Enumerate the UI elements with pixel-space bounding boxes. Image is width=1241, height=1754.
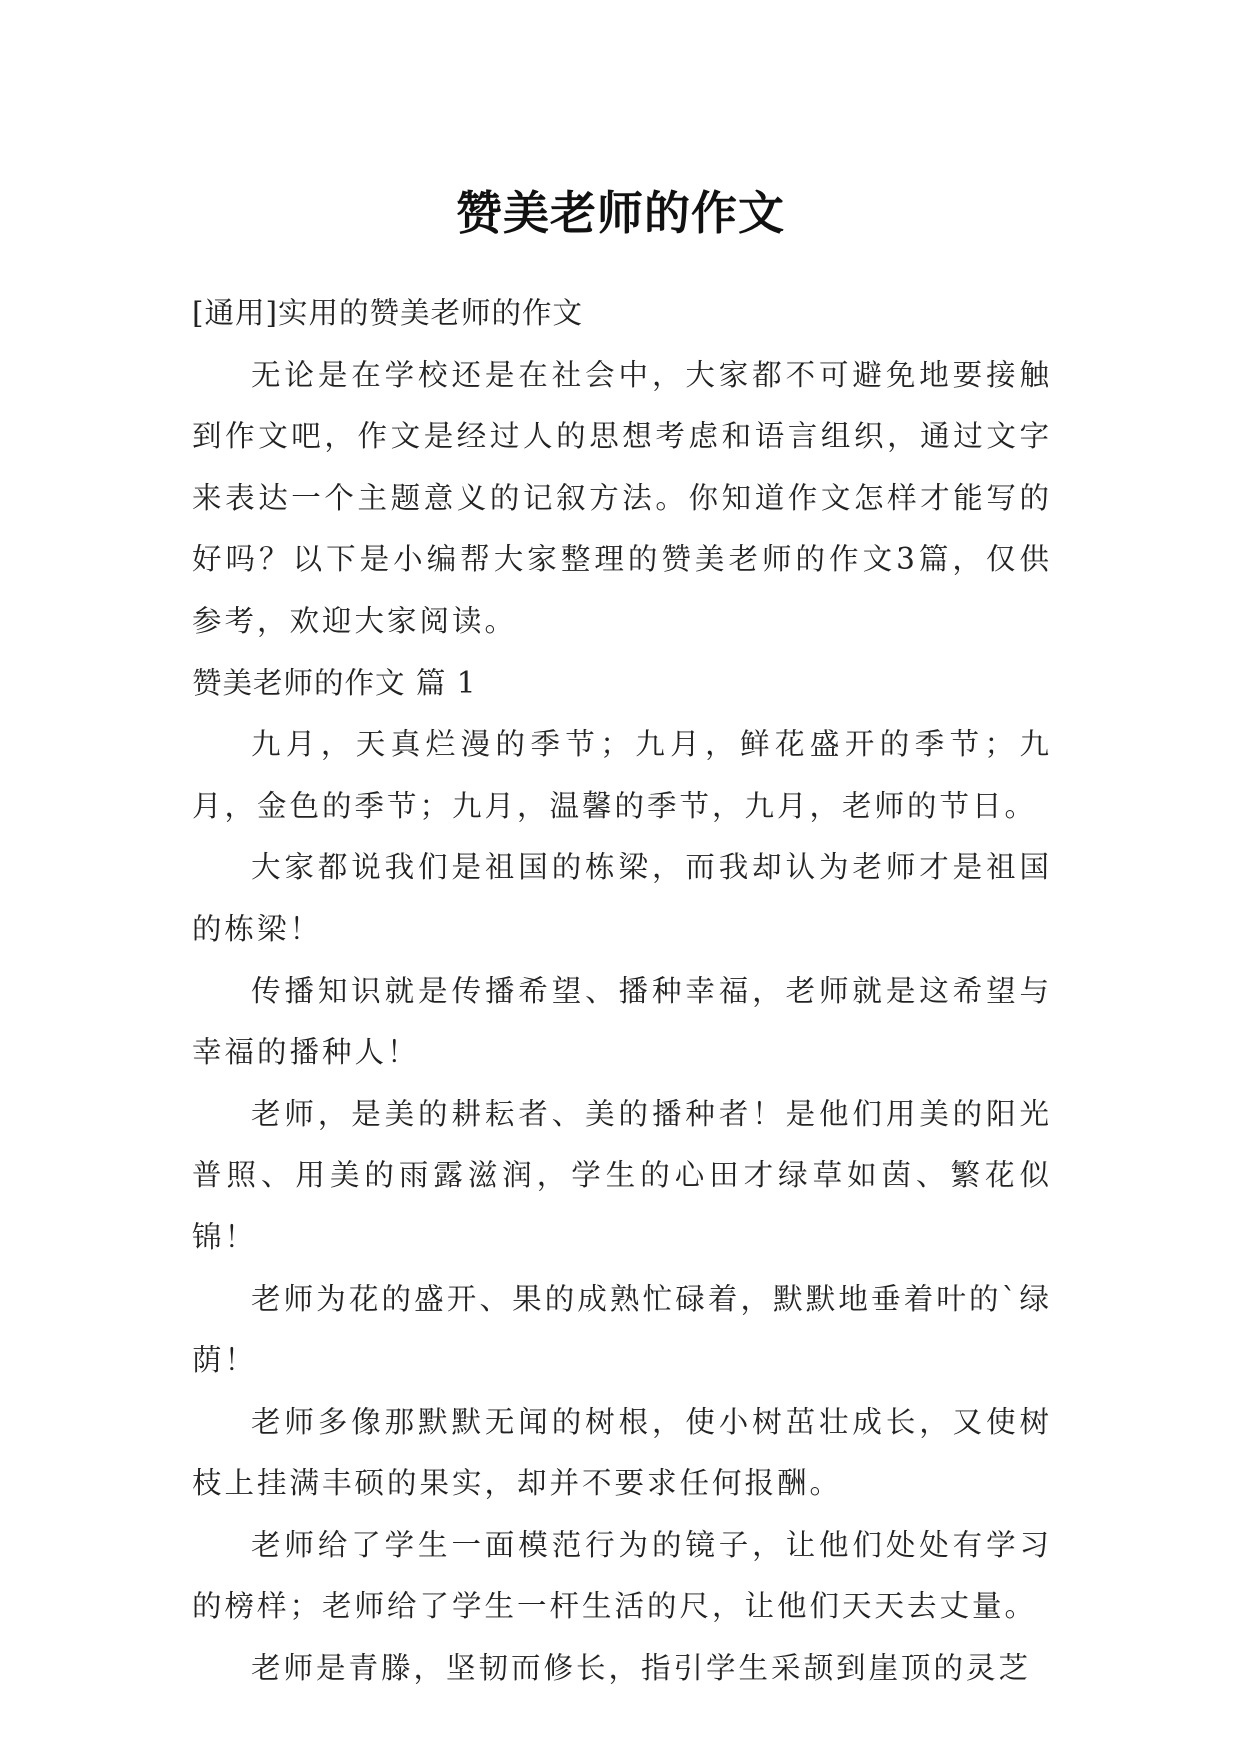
body-paragraph: 老师，是美的耕耘者、美的播种者！是他们用美的阳光普照、用美的雨露滋润，学生的心田才绿草如茵、繁花似锦！ xyxy=(192,1096,1052,1254)
document-subtitle: [通用]实用的赞美老师的作文 xyxy=(192,296,584,330)
document-title: 赞美老师的作文 xyxy=(456,185,785,240)
document-body xyxy=(192,283,1052,1700)
section-heading: 赞美老师的作文 篇 1 xyxy=(192,665,477,700)
body-paragraph: 老师为花的盛开、果的成熟忙碌着，默默地垂着叶的`绿荫！ xyxy=(192,1281,1052,1378)
intro-paragraph: 无论是在学校还是在社会中，大家都不可避免地要接触到作文吧，作文是经过人的思想考虑和语言组织，通过文字来表达一个主题意义的记叙方法。你知道作文怎样才能写的好吗？以下是小编帮大家整理的赞美老师的作文3篇，仅供参考，欢迎大家阅读。 xyxy=(192,357,1052,638)
body-paragraph: 老师多像那默默无闻的树根，使小树茁壮成长，又使树枝上挂满丰硕的果实，却并不要求任何报酬。 xyxy=(192,1404,1052,1501)
body-paragraph: 老师是青滕，坚韧而修长，指引学生采颉到崖顶的灵芝 xyxy=(251,1651,1032,1686)
body-paragraph: 九月，天真烂漫的季节；九月，鲜花盛开的季节；九月，金色的季节；九月，温馨的季节，九月，老师的节日。 xyxy=(192,727,1052,823)
body-paragraph: 老师给了学生一面模范行为的镜子，让他们处处有学习的榜样；老师给了学生一杆生活的尺，让他们天天去丈量。 xyxy=(192,1527,1052,1624)
body-paragraph: 传播知识就是传播希望、播种幸福，老师就是这希望与幸福的播种人！ xyxy=(192,973,1052,1070)
body-paragraph: 大家都说我们是祖国的栋梁，而我却认为老师才是祖国的栋梁！ xyxy=(192,850,1052,946)
